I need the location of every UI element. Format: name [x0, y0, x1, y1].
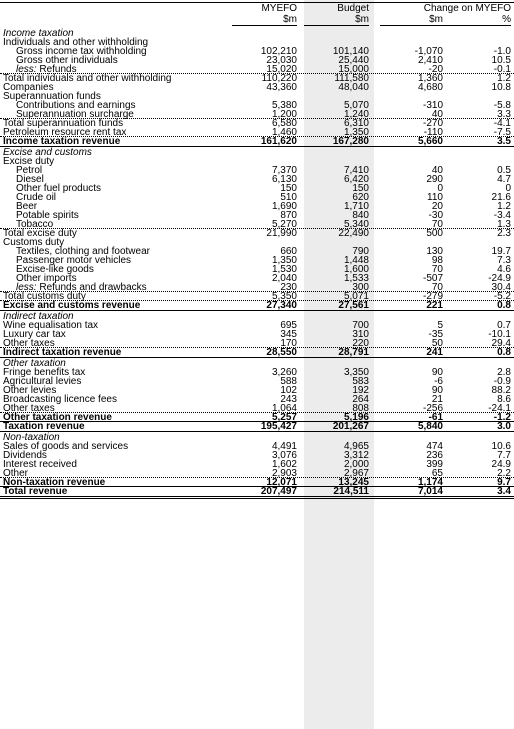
change-value: 90	[431, 385, 443, 396]
myefo-value: 27,340	[266, 300, 297, 311]
change-pct-value: -1.2	[493, 412, 511, 423]
table-row	[0, 487, 514, 499]
change-value: -270	[422, 118, 443, 129]
budget-value: 5,196	[343, 412, 369, 423]
header-change	[380, 3, 511, 25]
change-value: 110	[427, 192, 443, 203]
budget-value: 1,350	[343, 127, 369, 138]
change-pct-value: -10.1	[488, 329, 511, 340]
change-pct-value: 0.7	[497, 320, 511, 331]
budget-value: 1,600	[343, 264, 369, 275]
change-value: 2,410	[417, 55, 443, 66]
budget-value: 2,967	[343, 468, 369, 479]
change-value: 5,660	[417, 136, 443, 147]
budget-value: 1,710	[343, 201, 369, 212]
header-myefo	[232, 3, 297, 25]
row-label: Beer	[16, 201, 38, 212]
header-budget-unit: $m	[355, 14, 369, 25]
row-label: Potable spirits	[16, 210, 79, 221]
myefo-value: 207,497	[260, 486, 297, 497]
table-row	[0, 348, 514, 358]
change-pct-value: 9.7	[497, 477, 511, 488]
change-pct-value: 2.2	[497, 468, 511, 479]
budget-value: 167,280	[332, 136, 369, 147]
row-label: Income taxation	[3, 28, 74, 39]
row-label: Interest received	[3, 459, 77, 470]
row-label: Other taxation	[3, 358, 66, 369]
change-value: -20	[428, 64, 443, 75]
change-pct-value: 21.6	[491, 192, 511, 203]
change-value: 290	[426, 174, 443, 185]
change-value: 5	[437, 320, 443, 331]
change-value: 70	[431, 219, 443, 230]
row-label: Total superannuation funds	[3, 118, 124, 129]
myefo-value: 28,550	[266, 347, 297, 358]
row-label: Broadcasting licence fees	[3, 394, 117, 405]
revenue-table	[0, 28, 514, 499]
row-label: Dividends	[3, 450, 47, 461]
change-pct-value: -5.8	[493, 100, 511, 111]
change-pct-value: 1.2	[497, 201, 511, 212]
myefo-value: 161,620	[260, 136, 297, 147]
change-pct-value: -24.9	[488, 273, 511, 284]
row-label: Wine equalisation tax	[3, 320, 99, 331]
row-label: Indirect taxation revenue	[3, 347, 122, 358]
change-pct-value: -7.5	[493, 127, 511, 138]
section-heading-row	[0, 148, 514, 157]
row-label: Tobacco	[16, 219, 54, 230]
myefo-value: 510	[280, 192, 297, 203]
change-value: 7,014	[417, 486, 443, 497]
header-change-rule	[380, 25, 511, 26]
change-pct-value: 10.8	[491, 82, 511, 93]
row-label: Excise-like goods	[16, 264, 94, 275]
change-value: 98	[431, 255, 443, 266]
row-label: Superannuation funds	[3, 91, 101, 102]
change-pct-value: 30.4	[491, 282, 511, 293]
myefo-value: 195,427	[260, 421, 297, 432]
row-label: Fringe benefits tax	[3, 367, 86, 378]
budget-value: 310	[352, 329, 369, 340]
budget-value: 27,561	[338, 300, 369, 311]
header-change-title: Change on MYEFO	[423, 3, 511, 14]
change-value: 474	[426, 441, 443, 452]
row-label: Other taxation revenue	[3, 412, 112, 423]
myefo-value: 43,360	[266, 82, 297, 93]
row-label: Companies	[3, 82, 54, 93]
change-pct-value: -1.0	[493, 46, 511, 57]
row-label: Indirect taxation	[3, 311, 74, 322]
myefo-value: 1,064	[271, 403, 297, 414]
row-label: Sales of goods and services	[3, 441, 129, 452]
row-label: Total individuals and other withholding	[3, 73, 172, 84]
budget-value: 583	[352, 376, 369, 387]
myefo-value: 5,257	[271, 412, 297, 423]
header-budget	[304, 3, 369, 25]
row-label: Excise duty	[3, 156, 55, 167]
myefo-value: 4,491	[271, 441, 297, 452]
change-value: 5,840	[417, 421, 443, 432]
budget-value: 700	[352, 320, 369, 331]
change-value: 1,174	[417, 477, 443, 488]
row-label: Other	[3, 468, 29, 479]
budget-value: 22,490	[338, 228, 369, 239]
budget-value: 808	[352, 403, 369, 414]
row-label: Petroleum resource rent tax	[3, 127, 127, 138]
row-label: Individuals and other withholding	[3, 37, 149, 48]
change-pct-value: 3.4	[497, 486, 511, 497]
myefo-value: 7,370	[271, 165, 297, 176]
change-value: 40	[431, 109, 443, 120]
myefo-value: 2,040	[271, 273, 297, 284]
budget-value: 6,310	[343, 118, 369, 129]
row-label: Other levies	[3, 385, 57, 396]
budget-value: 28,791	[338, 347, 369, 358]
myefo-value: 12,071	[266, 477, 297, 488]
row-label: Other imports	[16, 273, 77, 284]
change-pct-value: -0.1	[493, 64, 511, 75]
table-row	[0, 422, 514, 432]
row-label: Contributions and earnings	[16, 100, 136, 111]
change-value: 90	[431, 367, 443, 378]
myefo-value: 5,270	[271, 219, 297, 230]
change-pct-value: 19.7	[491, 246, 511, 257]
row-label: Petrol	[16, 165, 43, 176]
row-label: Other fuel products	[16, 183, 102, 194]
change-value: -310	[422, 100, 443, 111]
change-pct-value: 3.3	[497, 109, 511, 120]
header-myefo-rule	[232, 25, 297, 26]
change-value: 20	[431, 201, 443, 212]
change-value: -61	[428, 412, 443, 423]
budget-value: 1,240	[343, 109, 369, 120]
myefo-value: 15,020	[266, 64, 297, 75]
row-label: Luxury car tax	[3, 329, 66, 340]
myefo-value: 870	[280, 210, 297, 221]
myefo-value: 1,690	[271, 201, 297, 212]
row-label: Diesel	[16, 174, 44, 185]
change-value: 241	[426, 347, 443, 358]
change-pct-value: 1.2	[497, 73, 511, 84]
budget-value: 1,448	[343, 255, 369, 266]
budget-value: 2,000	[343, 459, 369, 470]
change-value: 236	[426, 450, 443, 461]
change-value: -279	[422, 291, 443, 302]
row-label: Gross income tax withholding	[16, 46, 147, 57]
change-value: -35	[428, 329, 443, 340]
header-change-unit: $m	[429, 14, 443, 25]
myefo-value: 6,580	[271, 118, 297, 129]
myefo-value: 243	[280, 394, 297, 405]
budget-value: 192	[352, 385, 369, 396]
row-label: Gross other individuals	[16, 55, 118, 66]
row-label-prefix: less:	[16, 64, 37, 75]
myefo-value: 1,602	[271, 459, 297, 470]
myefo-value: 6,130	[271, 174, 297, 185]
change-pct-value: 4.7	[497, 174, 511, 185]
change-value: 399	[426, 459, 443, 470]
myefo-value: 3,076	[271, 450, 297, 461]
budget-value: 15,000	[338, 64, 369, 75]
budget-value: 150	[352, 183, 369, 194]
budget-value: 4,965	[343, 441, 369, 452]
budget-value: 264	[352, 394, 369, 405]
budget-value: 3,350	[343, 367, 369, 378]
change-value: -1,070	[414, 46, 443, 57]
change-pct-value: -5.2	[493, 291, 511, 302]
change-pct-value: 4.6	[497, 264, 511, 275]
row-label: Total revenue	[3, 486, 68, 497]
change-value: 221	[426, 300, 443, 311]
row-label-text: Refunds	[36, 64, 77, 75]
change-pct-value: 7.7	[497, 450, 511, 461]
row-label: Customs duty	[3, 237, 65, 248]
myefo-value: 345	[280, 329, 297, 340]
change-value: 1,360	[417, 73, 443, 84]
change-value: 70	[431, 264, 443, 275]
table-row	[0, 301, 514, 311]
change-pct-value: -24.1	[488, 403, 511, 414]
change-pct-value: 29.4	[491, 338, 511, 349]
change-value: 4,680	[417, 82, 443, 93]
budget-value: 7,410	[343, 165, 369, 176]
myefo-value: 660	[280, 246, 297, 257]
myefo-value: 21,990	[266, 228, 297, 239]
myefo-value: 102,210	[260, 46, 297, 57]
budget-value: 201,267	[332, 421, 369, 432]
row-label: Excise and customs revenue	[3, 300, 141, 311]
row-label: Crude oil	[16, 192, 57, 203]
budget-value: 13,245	[338, 477, 369, 488]
row-label: Total customs duty	[3, 291, 86, 302]
myefo-value: 102	[280, 385, 297, 396]
row-label: Non-taxation	[3, 432, 60, 443]
myefo-value: 23,030	[266, 55, 297, 66]
myefo-value: 3,260	[271, 367, 297, 378]
change-pct-value: 8.6	[497, 394, 511, 405]
change-value: -507	[422, 273, 443, 284]
row-label: Total excise duty	[3, 228, 77, 239]
myefo-value: 110,220	[261, 73, 297, 84]
budget-value: 5,071	[343, 291, 369, 302]
change-pct-value: 10.6	[491, 441, 511, 452]
myefo-value: 2,903	[271, 468, 297, 479]
budget-value: 6,420	[343, 174, 369, 185]
change-value: 130	[426, 246, 443, 257]
change-value: 65	[431, 468, 443, 479]
change-value: -110	[423, 127, 443, 138]
change-value: 21	[431, 394, 443, 405]
change-pct-value: 1.3	[497, 219, 511, 230]
header-myefo-title: MYEFO	[261, 3, 297, 14]
change-pct-value: 3.0	[497, 421, 511, 432]
budget-value: 101,140	[332, 46, 369, 57]
budget-value: 1,533	[343, 273, 369, 284]
row-label: Income taxation revenue	[3, 136, 121, 147]
row-label: Superannuation surcharge	[16, 109, 134, 120]
change-pct-value: 0.5	[497, 165, 511, 176]
header-myefo-unit: $m	[283, 14, 297, 25]
change-value: 0	[437, 183, 443, 194]
change-pct-value: -0.9	[493, 376, 511, 387]
myefo-value: 695	[280, 320, 297, 331]
header-budget-rule	[304, 25, 369, 26]
row-label-text: Refunds and drawbacks	[36, 282, 147, 293]
change-value: 500	[426, 228, 443, 239]
change-value: -256	[422, 403, 443, 414]
change-value: 40	[431, 165, 443, 176]
budget-value: 620	[352, 192, 369, 203]
budget-value: 840	[352, 210, 369, 221]
row-label-prefix: less:	[16, 282, 37, 293]
change-pct-value: 0.8	[497, 300, 511, 311]
change-pct-value: 3.5	[497, 136, 511, 147]
change-pct-value: 7.3	[497, 255, 511, 266]
change-pct-value: 0	[505, 183, 511, 194]
myefo-value: 5,350	[271, 291, 297, 302]
change-pct-value: 2.8	[497, 367, 511, 378]
change-pct-value: 24.9	[491, 459, 511, 470]
myefo-value: 1,200	[271, 109, 297, 120]
budget-value: 5,070	[343, 100, 369, 111]
change-pct-value: 2.3	[497, 228, 511, 239]
budget-value: 214,511	[333, 486, 369, 497]
change-value: -30	[428, 210, 443, 221]
row-label: Non-taxation revenue	[3, 477, 106, 488]
header-change-pct: %	[502, 14, 511, 25]
change-value: 70	[431, 282, 443, 293]
change-pct-value: -3.4	[493, 210, 511, 221]
myefo-value: 170	[280, 338, 297, 349]
row-label: Other taxes	[3, 338, 55, 349]
budget-value: 48,040	[338, 82, 369, 93]
change-pct-value: 10.5	[491, 55, 511, 66]
table-row	[0, 137, 514, 147]
budget-value: 220	[352, 338, 369, 349]
table-row	[0, 229, 514, 238]
change-value: -6	[434, 376, 443, 387]
myefo-value: 150	[280, 183, 297, 194]
budget-value: 25,440	[338, 55, 369, 66]
change-pct-value: 0.8	[497, 347, 511, 358]
row-label: Taxation revenue	[3, 421, 85, 432]
change-pct-value: -4.1	[493, 118, 511, 129]
row-label: Passenger motor vehicles	[16, 255, 132, 266]
change-pct-value: 88.2	[491, 385, 511, 396]
myefo-value: 230	[280, 282, 297, 293]
myefo-value: 1,530	[271, 264, 297, 275]
myefo-value: 1,350	[271, 255, 297, 266]
budget-value: 3,312	[343, 450, 369, 461]
myefo-value: 5,380	[271, 100, 297, 111]
budget-value: 111,580	[334, 73, 369, 84]
change-value: 50	[431, 338, 443, 349]
row-label: Textiles, clothing and footwear	[16, 246, 150, 257]
budget-value: 300	[352, 282, 369, 293]
budget-value: 790	[352, 246, 369, 257]
row-label: Excise and customs	[3, 147, 92, 158]
header-budget-title: Budget	[337, 3, 369, 14]
row-label: Agricultural levies	[3, 376, 82, 387]
row-label: Other taxes	[3, 403, 55, 414]
myefo-value: 588	[280, 376, 297, 387]
budget-value: 5,340	[343, 219, 369, 230]
myefo-value: 1,460	[271, 127, 297, 138]
